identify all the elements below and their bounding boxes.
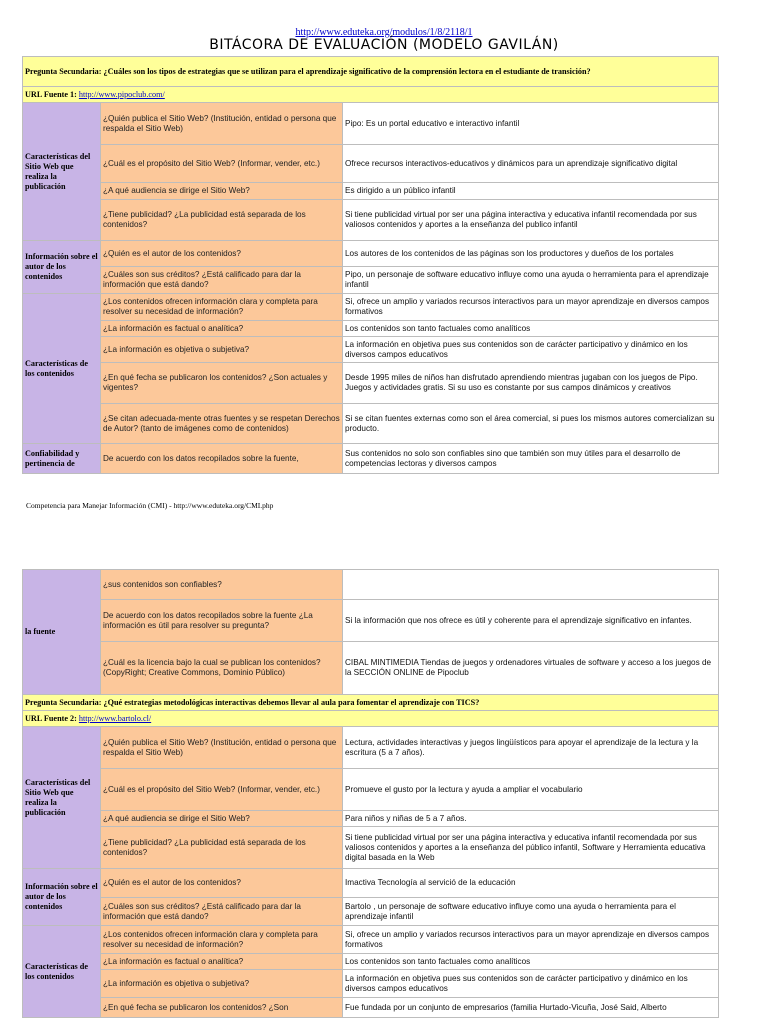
source-url-row-1 xyxy=(23,87,719,103)
criterion-cell: ¿A qué audiencia se dirige el Sitio Web? xyxy=(101,811,343,827)
answer-cell: Los autores de los contenidos de las páginas son los productores y dueños de los portales xyxy=(343,241,719,267)
answer-cell: Fue fundada por un conjunto de empresarios (familia Hurtado-Vicuña, José Said, Alberto xyxy=(343,998,719,1018)
category-reliability: Confiabilidad y pertinencia de xyxy=(23,444,101,474)
criterion-cell: ¿Quién publica el Sitio Web? (Institución, entidad o persona que respalda el Sitio Web) xyxy=(101,727,343,769)
criterion-cell: ¿Quién es el autor de los contenidos? xyxy=(101,241,343,267)
criterion-cell: ¿Cuáles son sus créditos? ¿Está calificado para dar la información que está dando? xyxy=(101,267,343,294)
criterion-cell: ¿Quién es el autor de los contenidos? xyxy=(101,869,343,898)
criterion-cell: ¿La información es factual o analítica? xyxy=(101,321,343,337)
secondary-question-1: Pregunta Secundaria: ¿Cuáles son los tipos de estrategias que se utilizan para el aprendizaje significativo de la comprensión lectora en el estudiante de transición? xyxy=(23,57,719,87)
criterion-cell: ¿En qué fecha se publicaron los contenidos? ¿Son actuales y vigentes? xyxy=(101,363,343,404)
criterion-cell: De acuerdo con los datos recopilados sobre la fuente, xyxy=(101,444,343,474)
answer-cell: Para niños y niñas de 5 a 7 años. xyxy=(343,811,719,827)
page-title: BITÁCORA DE EVALUACIÓN (MODELO GAVILÁN) xyxy=(209,37,559,53)
answer-cell: Si la información que nos ofrece es útil y coherente para el aprendizaje significativo en infantes. xyxy=(343,600,719,642)
category-site: Características del Sitio Web que realiza la publicación xyxy=(23,103,101,241)
category-author: Información sobre el autor de los contenidos xyxy=(23,241,101,294)
criterion-cell: ¿En qué fecha se publicaron los contenidos? ¿Son xyxy=(101,998,343,1018)
answer-cell xyxy=(343,570,719,600)
criterion-cell: ¿Tiene publicidad? ¿La publicidad está separada de los contenidos? xyxy=(101,200,343,241)
evaluation-table-1 xyxy=(22,56,719,474)
answer-cell: Imactiva Tecnología al servició de la educación xyxy=(343,869,719,898)
answer-cell: Si tiene publicidad virtual por ser una página interactiva y educativa infantil recomendada por sus valiosos contenidos y aportes a la enseñanza del publico infantil xyxy=(343,200,719,241)
criterion-cell: ¿Tiene publicidad? ¿La publicidad está separada de los contenidos? xyxy=(101,827,343,869)
criterion-cell: ¿Los contenidos ofrecen información clara y completa para resolver su necesidad de información? xyxy=(101,294,343,321)
category-site: Características del Sitio Web que realiza la publicación xyxy=(23,727,101,869)
answer-cell: Es dirigido a un público infantil xyxy=(343,183,719,200)
answer-cell: Pipo, un personaje de software educativo influye como una ayuda o herramienta para el aprendizaje infantil xyxy=(343,267,719,294)
criterion-cell: ¿Quién publica el Sitio Web? (Institución, entidad o persona que respalda el Sitio Web) xyxy=(101,103,343,145)
answer-cell: Lectura, actividades interactivas y juegos lingüísticos para apoyar el aprendizaje de la lectura y la escritura (5 a 7 años). xyxy=(343,727,719,769)
answer-cell: Desde 1995 miles de niños han disfrutado aprendiendo mientras jugaban con los juegos de Pipo. Juegos y actividades gratis. Si su uso es constante por sus campos dinámicos y creativos xyxy=(343,363,719,404)
answer-cell: Promueve el gusto por la lectura y ayuda a ampliar el vocabulario xyxy=(343,769,719,811)
category-content: Características de los contenidos xyxy=(23,294,101,444)
url-label: URL Fuente 1: xyxy=(25,89,77,99)
criterion-cell: ¿Se citan adecuada-mente otras fuentes y se respetan Derechos de Autor? (tanto de imágenes como de contenidos) xyxy=(101,404,343,444)
category-content: Características de los contenidos xyxy=(23,926,101,1018)
criterion-cell: ¿Los contenidos ofrecen información clara y completa para resolver su necesidad de información? xyxy=(101,926,343,954)
source-link-2[interactable]: http://www.bartolo.cl/ xyxy=(78,713,152,723)
criterion-cell: ¿La información es objetiva o subjetiva? xyxy=(101,337,343,363)
answer-cell: Si, ofrece un amplio y variados recursos interactivos para un mayor aprendizaje en diversos campos formativos xyxy=(343,294,719,321)
source-url-row-2 xyxy=(23,711,719,727)
answer-cell: Los contenidos son tanto factuales como analíticos xyxy=(343,954,719,970)
criterion-cell: ¿La información es objetiva o subjetiva? xyxy=(101,970,343,998)
answer-cell: Ofrece recursos interactivos-educativos y dinámicos para un aprendizaje significativo digital xyxy=(343,145,719,183)
footer-note: Competencia para Manejar Información (CMI) - http://www.eduteka.org/CMI.php xyxy=(26,501,274,510)
category-author: Información sobre el autor de los contenidos xyxy=(23,869,101,926)
answer-cell: La información en objetiva pues sus contenidos son de carácter participativo y dinámico en los diversos campos educativos xyxy=(343,337,719,363)
answer-cell: Si se citan fuentes externas como son el área comercial, si pues los mismos autores comercializan su producto. xyxy=(343,404,719,444)
criterion-cell: ¿La información es factual o analítica? xyxy=(101,954,343,970)
source-url[interactable]: http://www.eduteka.org/modulos/1/8/2118/1 xyxy=(295,27,473,38)
answer-cell: Pipo: Es un portal educativo e interactivo infantil xyxy=(343,103,719,145)
answer-cell: CIBAL MINTIMEDIA Tiendas de juegos y ordenadores virtuales de software y acceso a los juegos de la SECCIÓN ONLINE de Pipoclub xyxy=(343,642,719,695)
criterion-cell: ¿sus contenidos son confiables? xyxy=(101,570,343,600)
answer-cell: La información en objetiva pues sus contenidos son de carácter participativo y dinámico en los diversos campos educativos xyxy=(343,970,719,998)
answer-cell: Bartolo , un personaje de software educativo influye como una ayuda o herramienta para el aprendizaje infantil xyxy=(343,898,719,926)
category-source: la fuente xyxy=(23,570,101,695)
criterion-cell: ¿A qué audiencia se dirige el Sitio Web? xyxy=(101,183,343,200)
secondary-question-2: Pregunta Secundaria: ¿Qué estrategias metodológicas interactivas debemos llevar al aula para fomentar el aprendizaje con TICS? xyxy=(23,695,719,711)
source-link-1[interactable]: http://www.pipoclub.com/ xyxy=(78,89,165,99)
criterion-cell: ¿Cuál es el propósito del Sitio Web? (Informar, vender, etc.) xyxy=(101,145,343,183)
criterion-cell: ¿Cuál es la licencia bajo la cual se publican los contenidos? (CopyRight; Creative Commons, Dominio Público) xyxy=(101,642,343,695)
criterion-cell: ¿Cuál es el propósito del Sitio Web? (Informar, vender, etc.) xyxy=(101,769,343,811)
criterion-cell: ¿Cuáles son sus créditos? ¿Está calificado para dar la información que está dando? xyxy=(101,898,343,926)
answer-cell: Si, ofrece un amplio y variados recursos interactivos para un mayor aprendizaje en diversos campos formativos xyxy=(343,926,719,954)
criterion-cell: De acuerdo con los datos recopilados sobre la fuente ¿La información es útil para resolver su pregunta? xyxy=(101,600,343,642)
url-label: URL Fuente 2: xyxy=(25,713,77,723)
answer-cell: Los contenidos son tanto factuales como analíticos xyxy=(343,321,719,337)
answer-cell: Si tiene publicidad virtual por ser una página interactiva y educativa infantil recomendada por sus valiosos contenidos y aportes a la enseñanza del público infantil, Software y Herramienta educativa digital basada en la Web xyxy=(343,827,719,869)
evaluation-table-2 xyxy=(22,569,719,1018)
answer-cell: Sus contenidos no solo son confiables sino que también son muy útiles para el desarrollo de competencias lectoras y diversos campos xyxy=(343,444,719,474)
